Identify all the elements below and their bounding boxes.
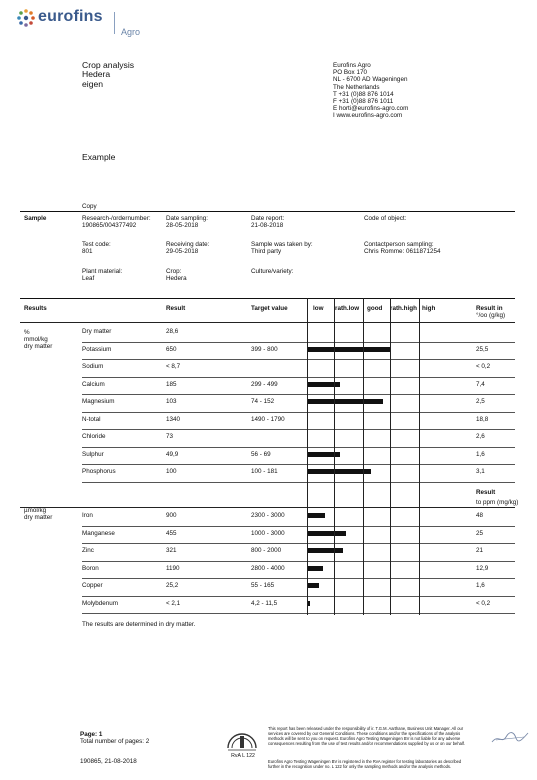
signature [490, 728, 530, 751]
row-target: 2800 - 4000 [251, 564, 285, 572]
row-target: 2300 - 3000 [251, 512, 285, 519]
copy-label: Copy [82, 203, 97, 210]
scale-low: low [313, 305, 324, 312]
row-name: Iron [82, 512, 93, 519]
row-value: 12,9 [476, 564, 489, 572]
date-report: Date report: 21-08-2018 [251, 215, 285, 230]
code-of-object: Code of object: [364, 215, 407, 222]
result-bar [308, 548, 343, 553]
row-name: Chloride [82, 433, 106, 440]
row-target: 1490 - 1790 [251, 415, 285, 423]
row-divider [82, 526, 515, 527]
receiving-date: Receiving date: 29-05-2018 [166, 241, 210, 256]
results-label: Results [24, 305, 47, 312]
row-value: < 0,2 [476, 599, 491, 607]
row-value: 21 [476, 547, 484, 554]
result-bar [308, 513, 325, 518]
row-target: 299 - 499 [251, 380, 278, 388]
row-name: Copper [82, 582, 103, 589]
brand-name: eurofins [38, 8, 103, 25]
row-target: 56 - 69 [251, 450, 271, 458]
result-bar [308, 452, 340, 457]
row-value: 1,6 [476, 450, 485, 458]
result-bar [308, 382, 340, 387]
row-result: 49,9 [166, 450, 179, 458]
row-value: 2,6 [476, 433, 485, 440]
division-name: Agro [121, 27, 141, 37]
result-col-header: Result [166, 305, 186, 312]
row-name: Magnesium [82, 398, 115, 405]
contact-person: Contactperson sampling: Chris Romme: 0611871254 [364, 241, 441, 256]
row-value: 48 [476, 512, 484, 519]
report-reference: 190865, 21-08-2018 [80, 758, 137, 765]
row-divider [82, 447, 515, 448]
test-code: Test code: 801 [82, 241, 111, 256]
row-result: 455 [166, 529, 177, 537]
row-result: 321 [166, 547, 177, 554]
row-name: Boron [82, 564, 99, 572]
result-bar [308, 469, 371, 474]
row-target: 100 - 181 [251, 468, 278, 475]
row-result: 650 [166, 345, 177, 353]
row-value: 3,1 [476, 468, 485, 475]
address-block: Eurofins Agro PO Box 170 NL - 6700 AD Wageningen The Netherlands T +31 (0)88 876 1014 F +31 (0)88 876 1011 E horti@eurofins-agro.com I www.eurofins-agro.com [333, 62, 409, 120]
row-divider [82, 342, 515, 343]
row-value: 18,8 [476, 415, 489, 423]
row-result: 73 [166, 433, 174, 440]
row-target: 4,2 - 11,5 [251, 599, 278, 607]
row-divider [82, 464, 515, 465]
row-value: 7,4 [476, 380, 485, 388]
report-title: Crop analysis Hedera eigen [82, 60, 135, 89]
dry-matter-note: The results are determined in dry matter. [82, 621, 196, 628]
row-divider [82, 429, 515, 430]
row-divider [82, 596, 515, 597]
row-name: Calcium [82, 380, 105, 388]
row-divider [82, 359, 515, 360]
row-result: 185 [166, 380, 177, 388]
row-divider [82, 613, 515, 614]
result-bar [308, 399, 383, 404]
row-divider [82, 561, 515, 562]
row-result: 103 [166, 398, 177, 405]
result-bar [308, 566, 323, 571]
result-bar [308, 601, 310, 606]
signature-icon [490, 728, 530, 746]
scale-rath-low: rath.low [335, 305, 360, 312]
row-result: 25,2 [166, 582, 179, 589]
row-value: 25,5 [476, 345, 489, 353]
row-result: 28,6 [166, 328, 179, 335]
target-col-header: Target value [251, 305, 288, 312]
row-result: 100 [166, 468, 177, 475]
row-name: Potassium [82, 345, 112, 353]
row-name: N-total [82, 415, 101, 423]
sample-label: Sample [24, 215, 47, 222]
row-target: 399 - 800 [251, 345, 278, 353]
row-result: < 2,1 [166, 599, 181, 607]
row-divider [82, 482, 515, 483]
group2-result-header: Result to ppm (mg/kg) [476, 489, 519, 507]
example-label: Example [82, 152, 116, 162]
row-target: 55 - 165 [251, 582, 275, 589]
result-bar [308, 583, 319, 588]
culture-variety: Culture/variety: [251, 268, 294, 275]
row-value: 25 [476, 529, 484, 537]
row-value: 2,5 [476, 398, 485, 405]
row-divider [82, 412, 515, 413]
row-divider [82, 543, 515, 544]
result-in-header: Result in °/oo (g/kg) [476, 305, 506, 320]
page-info: Page: 1 Total number of pages: 2 [80, 731, 150, 746]
row-result: 1190 [166, 564, 180, 572]
row-divider [82, 377, 515, 378]
disclaimer-text: This report has been released under the responsibility of ir. T.G.M. Aarthane, Business Unit Manager. All our services are covered by our General Conditions. These conditions and/or the specifications of the analysis methods will be sent to you on request. Eurofins Agro Testing Wageningen BV is not liable for any adverse consequences resulting from the use of test results and/or recommendations supplied by us or on our behalf. [268, 726, 466, 746]
row-result: < 8,7 [166, 363, 181, 370]
plant-material: Plant material: Leaf [82, 268, 123, 283]
group2-unit: µmol/kg dry matter [24, 507, 53, 522]
row-result: 1340 [166, 415, 181, 423]
row-target: 1000 - 3000 [251, 529, 285, 537]
eurofins-logo [16, 8, 36, 33]
row-name: Phosphorus [82, 468, 116, 475]
row-target: 800 - 2000 [251, 547, 282, 554]
date-sampling: Date sampling: 28-05-2018 [166, 215, 208, 230]
row-name: Dry matter [82, 328, 112, 335]
row-name: Sodium [82, 363, 104, 370]
row-target: 74 - 152 [251, 398, 275, 405]
scale-rath-high: rath.high [390, 305, 417, 312]
row-name: Molybdenum [82, 599, 119, 607]
row-name: Zinc [82, 547, 94, 554]
row-value: 1,6 [476, 582, 485, 589]
result-bar [308, 531, 346, 536]
accreditation-text: Eurofins Agro Testing Wageningen BV is registered in the RvA register for testing laboratories as described further in the recognition under no. L 122 for only the sampling methods and/or the analysis methods. [268, 759, 462, 769]
crop: Crop: Hedera [166, 268, 187, 283]
scale-high: high [422, 305, 436, 312]
row-result: 900 [166, 512, 177, 519]
row-name: Manganese [82, 529, 115, 537]
scale-good: good [367, 305, 383, 312]
row-value: < 0,2 [476, 363, 491, 370]
rva-seal: RvA L 122 [222, 726, 262, 762]
row-divider [82, 578, 515, 579]
eurofins-dots-icon [16, 8, 36, 28]
row-divider [82, 394, 515, 395]
result-bar [308, 347, 390, 352]
research-number: Research-/ordernumber: 190865/004377492 [82, 215, 151, 230]
sample-taken-by: Sample was taken by: Third party [251, 241, 313, 256]
group1-unit: % mmol/kg dry matter [24, 329, 53, 351]
row-name: Sulphur [82, 450, 104, 458]
